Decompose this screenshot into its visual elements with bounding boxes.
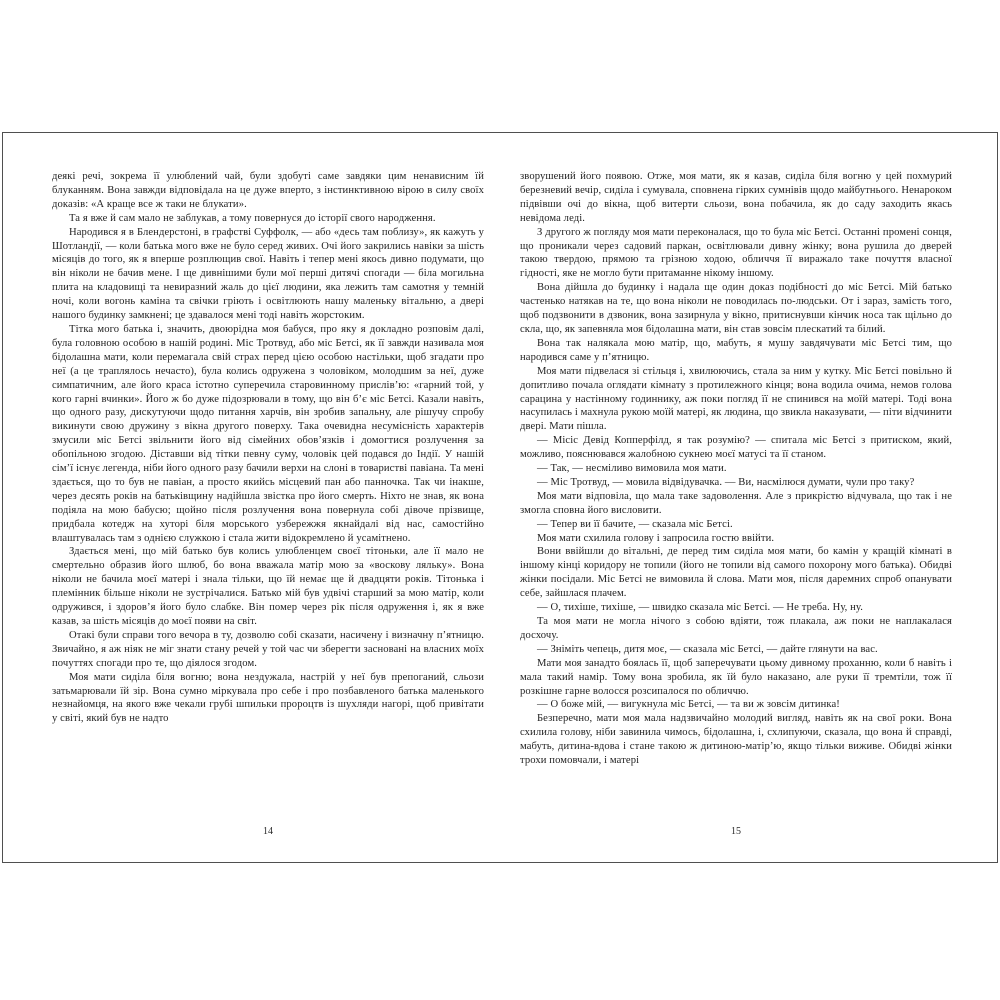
paragraph: Вона так налякала мою матір, що, мабуть, я мушу завдячувати міс Бетсі тим, що народився саме у п’ятницю. xyxy=(520,337,952,363)
paragraph: — Місіс Девід Копперфілд, я так розумію? — спитала міс Бетсі з притиском, який, можливо, пояснювався жалобною сукнею моєї матусі та її станом. xyxy=(520,435,952,461)
paragraph: зворушений його появою. Отже, моя мати, як я казав, сиділа біля вогню у цей похмурий березневий вечір, сиділа і сумувала, сповнена гірких сумнівів щодо майбутнього. Ненароком підвівши очі до вікна, щоб витерти сльози, вона побачила, як до саду заходить якась невідома леді. xyxy=(520,171,952,224)
paragraph: Вона дійшла до будинку і надала ще один доказ подібності до міс Бетсі. Мій батько частенько натякав на те, що вона ніколи не поводилась по-людськи. От і зараз, замість того, щоб подзвонити в дзвоник, вона зазирнула у вікно, притиснувши кінчик носа так щільно до скла, що, як запевняла моя бідолашна мати, він став зовсім плескатий та білий. xyxy=(520,282,952,335)
paragraph: деякі речі, зокрема її улюблений чай, були здобуті саме завдяки цим ненависним їй блуканням. Вона завжди відповідала на це дуже вперто, з інстинктивною вірою в силу своїх доказів: «А краще все ж таки не блукати». xyxy=(52,171,484,210)
paragraph: Тітка мого батька і, значить, двоюрідна моя бабуся, про яку я докладно розповім далі, була головною особою в нашій родині. Міс Тротвуд, або міс Бетсі, як її завжди називала моя бідолашна мати, коли перемагала свій страх перед цією особою настільки, щоб згадати про неї (а це траплялось нечасто), була колись одружена з чоловіком, молодшим за неї, дуже симпатичним, але його краса істотно суперечила старовинному прислів’ю: «гарний той, у кого гарні вчинки». Його ж бо дуже підозрювали в тому, що він б’є міс Бетсі. Казали навіть, що одного разу, дискутуючи щодо питання харчів, він зробив запальну, але рішучу спробу викинути свою дружину з вікна другого поверху. Така очевидна несумісність характерів змусили міс Бетсі звільнити його від сімейних обов’язків і домогтися розлучення за обопільною згодою. Діставши від тітки певну суму, чоловік цей подався до Індії. У нашій сім’ї існує легенда, ніби його одного разу бачили верхи на слоні в товаристві павіана. Та мені здається, що то був не павіан, а просто якийсь місцевий пан або панночка. Так чи інакше, через десять років на батьківщину надійшла звістка про його смерть. Ніхто не знав, як вона подіяла на мою бабусю; щойно після розлучення вона повернула собі дівоче прізвище, придбала котедж на хуторі біля морського узбережжя якнайдалі від нас, самостійно влаштувалась там з однією служкою і стала жити відокремлено й усамітнено. xyxy=(52,323,484,544)
right-page-number: 15 xyxy=(731,826,741,837)
left-page xyxy=(3,133,500,862)
paragraph: — О боже мій, — вигукнула міс Бетсі, — та ви ж зовсім дитинка! xyxy=(537,699,840,711)
paragraph: Та моя мати не могла нічого з собою вдіяти, тож плакала, аж поки не наплакалася досхочу. xyxy=(520,616,952,641)
paragraph: Мати моя занадто боялась її, щоб заперечувати цьому дивному проханню, коли б навіть і мала такий намір. Тому вона зробила, як їй було наказано, але руки її тремтіли, тож її розкішне гарне волосся розсипалося по обличчю. xyxy=(520,657,952,697)
paragraph: — О, тихіше, тихіше, — швидко сказала міс Бетсі. — Не треба. Ну, ну. xyxy=(537,602,864,614)
paragraph: З другого ж погляду моя мати переконалася, що то була міс Бетсі. Останні промені сонця, що проникали через садовий паркан, освітлювали дивну жінку; вона рушила до дверей такою твердою, прямою та грізною ходою, обличчя її виражало таке почуття власної гідності, яке не могло бути притаманне нікому іншому. xyxy=(520,226,952,280)
right-page-text xyxy=(520,170,952,768)
paragraph: Отакі були справи того вечора в ту, дозволю собі сказати, насичену і визначну п’ятницю. Звичайно, я аж ніяк не міг знати стану речей у той час чи зберегти засновані на власних моїх почуттях спогади про те, що діялося згодом. xyxy=(52,629,484,669)
paragraph: Безперечно, мати моя мала надзвичайно молодий вигляд, навіть як на свої роки. Вона схилила голову, ніби завинила чимось, бідолашна, і, схлипуючи, сказала, що вона й справді, мабуть, дитина-вдова і стане такою ж дитиною-матір’ю, якщо тільки виживе. Обидві жінки трохи помовчали, і матері xyxy=(520,713,952,767)
paragraph: Моя мати схилила голову і запросила гостю ввійти. xyxy=(537,532,775,544)
paragraph: Моя мати сиділа біля вогню; вона нездужала, настрій у неї був препоганий, сльози затьмарювали їй зір. Вона сумно міркувала про себе і про позбавленого батька маленького незнайомця, на якого вже чекали грубі шпильки пророцтв із шухляди нагорі, щоб привітати у світі, який був не надто xyxy=(52,671,484,725)
left-page-text xyxy=(52,170,484,726)
right-page xyxy=(500,133,997,862)
paragraph: — Зніміть чепець, дитя моє, — сказала міс Бетсі, — дайте глянути на вас. xyxy=(537,643,878,655)
paragraph: Моя мати відповіла, що мала таке задоволення. Але з прикрістю відчувала, що так і не змогла сповна його висловити. xyxy=(520,490,952,516)
paragraph: — Так, — несміливо вимовила моя мати. xyxy=(537,463,727,475)
paragraph: Вони ввійшли до вітальні, де перед тим сиділа моя мати, бо камін у кращій кімнаті в іншому кінці коридору не топили (його не топили від самого похорону мого батька). Обидві жінки посідали. Міс Бетсі не вимовила й слова. Мати моя, після даремних спроб опанувати себе, зайшлася плачем. xyxy=(520,546,952,600)
paragraph: Та я вже й сам мало не заблукав, а тому повернуся до історії свого народження. xyxy=(69,212,436,224)
paragraph: Здається мені, що мій батько був колись улюбленцем своєї тітоньки, але її мало не смертельно образив його шлюб, бо вона вважала матір мою за «воскову ляльку». Вона ніколи не бачила моєї матері і знала тільки, що їй немає ще й двадцяти років. Тітонька і племінник більше ніколи не зустрічалися. Батько мій був удвічі старший за мою матір, коли одружився, і здоров’я його було слабке. Він помер через рік після одруження і, як я вже казав, за шість місяців до моєї появи на світ. xyxy=(52,546,484,627)
book-spread-frame xyxy=(2,132,998,863)
paragraph: Народився я в Блендерстоні, в графстві Суффолк, — або «десь там поблизу», як кажуть у Шотландії, — коли батька мого вже не було серед живих. Очі його закрились навіки за шість місяців до того, як я вперше розплющив свої. Навіть і тепер мені якось дивно подумати, що він ніколи не бачив мене. І ще дивнішими були мої перші дитячі спогади — біла могильна плита на кладовищі та невиразний жаль до цієї людини, яка лежить там самотня у темній ночі, коли вогонь каміна та свічки гріють і освітлюють нашу маленьку вітальню, а двері нашого будинку замкнені; це здавалося мені тоді навіть жорстоким. xyxy=(52,226,484,322)
paragraph: — Міс Тротвуд, — мовила відвідувачка. — Ви, насмілюся думати, чули про таку? xyxy=(537,476,915,488)
paragraph: — Тепер ви її бачите, — сказала міс Бетсі. xyxy=(537,518,733,530)
left-page-number: 14 xyxy=(263,826,273,837)
paragraph: Моя мати підвелася зі стільця і, хвилюючись, стала за ним у кутку. Міс Бетсі повільно й допитливо почала оглядати кімнату з протилежного кінця; вона водила очима, немов голова сарацина у настінному годиннику, аж поки погляд її не спинився на моїй матері. Тоді вона насупилась і махнула рукою моїй матері, як людина, що звикла наказувати, — піти відчинити двері. Мати пішла. xyxy=(520,365,952,433)
